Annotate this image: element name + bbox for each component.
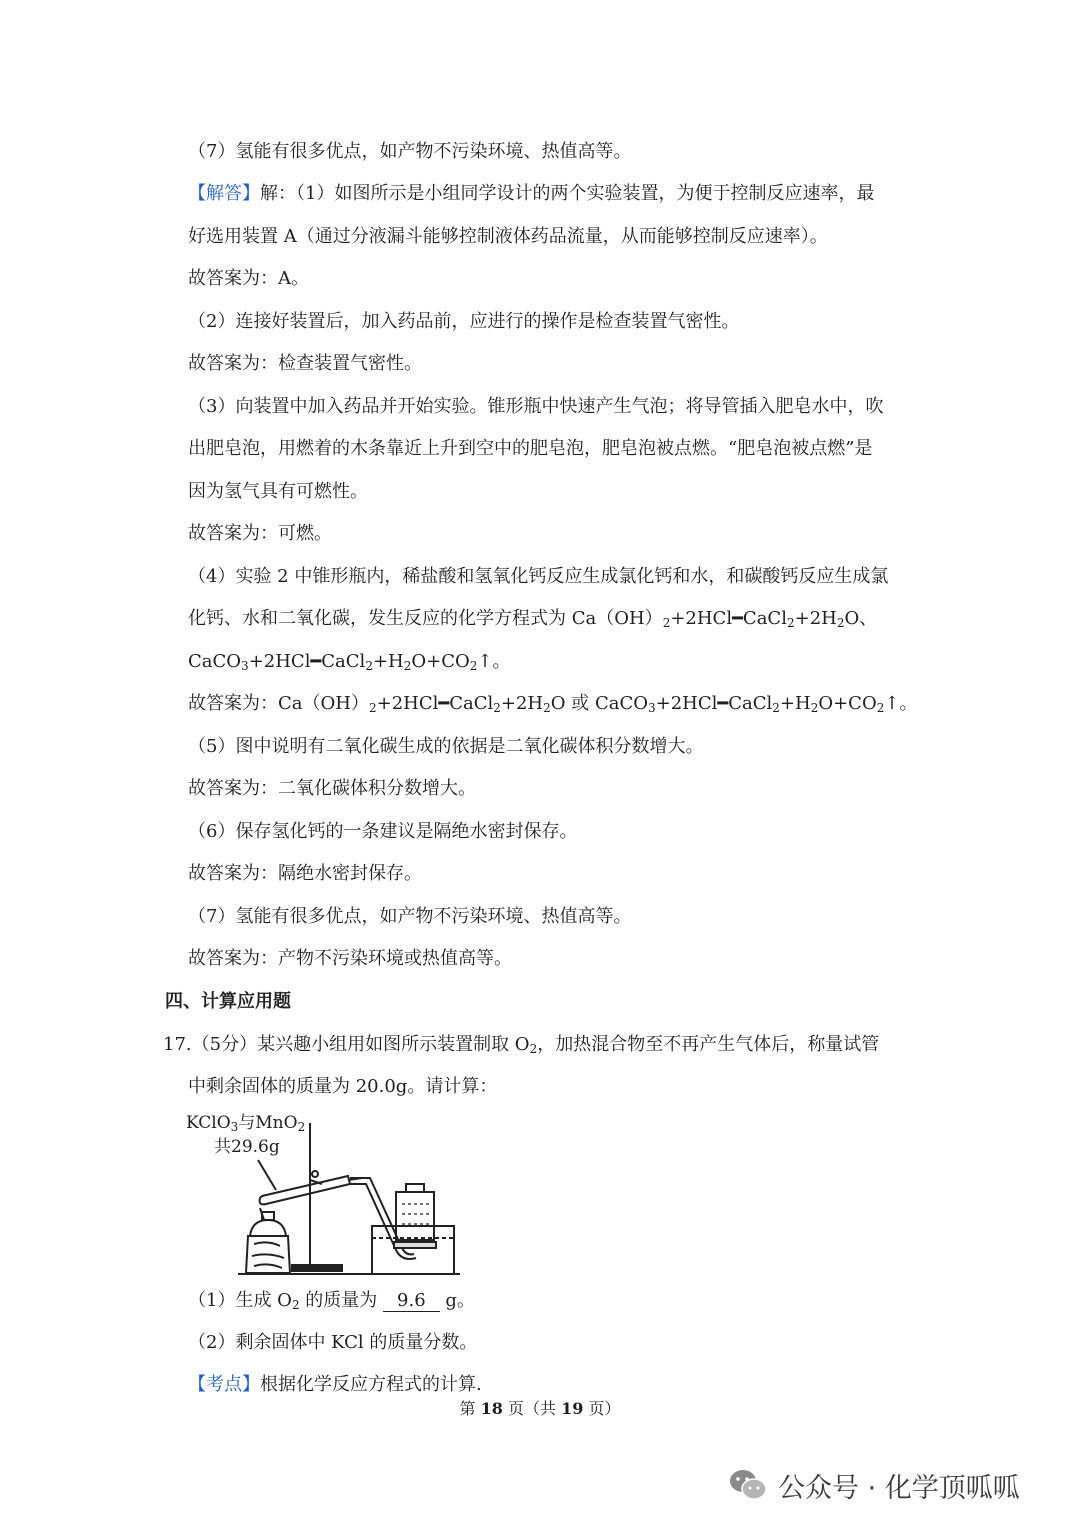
text-segment: 解：（1）如图所示是小组同学设计的两个实验装置，为便于控制反应速率，最 <box>260 183 875 204</box>
subscript: 2 <box>529 1042 538 1056</box>
text-line: 故答案为：可燃。 <box>188 523 332 544</box>
text-segment: +H <box>779 693 811 714</box>
subscript: 2 <box>810 701 819 715</box>
text-segment: g。 <box>445 1290 475 1311</box>
text-line: 故答案为：隔绝水密封保存。 <box>188 863 422 884</box>
equation-line <box>188 650 511 678</box>
text-segment: 化钙、水和二氧化碳，发生反应的化学方程式为 Ca（OH） <box>188 608 663 629</box>
text-segment: O+CO <box>411 651 470 672</box>
text-line: （3）向装置中加入药品并开始实验。锥形瓶中快速产生气泡；将导管插入肥皂水中，吹 <box>188 396 884 417</box>
text-segment: +2HCl━CaCl <box>376 693 494 714</box>
text-segment: O+CO <box>818 693 877 714</box>
answer-blank: 9.6 <box>383 1291 440 1312</box>
text-line: 故答案为：二氧化碳体积分数增大。 <box>188 778 476 799</box>
text-segment: 17.（5分）某兴趣小组用如图所示装置制取 O <box>163 1034 530 1055</box>
knowledge-point-line <box>188 1373 482 1397</box>
text-line: （5）图中说明有二氧化碳生成的依据是二氧化碳体积分数增大。 <box>188 736 704 757</box>
text-line: （6）保存氢化钙的一条建议是隔绝水密封保存。 <box>188 821 578 842</box>
page-number: 18 <box>480 1399 503 1418</box>
subscript: 2 <box>368 701 377 715</box>
subscript: 2 <box>469 659 478 673</box>
text-segment: +2HCl━CaCl <box>655 693 773 714</box>
answer-header-line <box>188 182 874 206</box>
figure-label-mass: 共29.6g <box>214 1137 280 1157</box>
apparatus-drawing <box>180 1108 470 1288</box>
watermark <box>728 1463 1058 1507</box>
apparatus-figure <box>180 1108 470 1288</box>
text-segment: +2H <box>500 693 544 714</box>
subscript: 3 <box>648 701 656 715</box>
text-segment: +2HCl━CaCl <box>248 651 366 672</box>
text-segment: 的质量为 <box>299 1290 378 1311</box>
text-line: 故答案为：产物不污染环境或热值高等。 <box>188 948 512 969</box>
subscript: 2 <box>291 1298 300 1312</box>
text-line: 中剩余固体的质量为 20.0g。请计算： <box>188 1076 498 1097</box>
text-line: （7）氢能有很多优点，如产物不污染环境、热值高等。 <box>188 906 632 927</box>
text-line: 出肥皂泡，用燃着的木条靠近上升到空中的肥皂泡，肥皂泡被点燃。“肥皂泡被点燃”是 <box>188 438 873 459</box>
subscript: 2 <box>786 616 795 630</box>
text-line: （4）实验 2 中锥形瓶内，稀盐酸和氢氧化钙反应生成氯化钙和水，和碳酸钙反应生成氯 <box>188 566 889 587</box>
answer-tag: 【解答】 <box>188 183 260 204</box>
text-segment: （1）生成 O <box>188 1290 292 1311</box>
subscript: 2 <box>662 616 671 630</box>
subscript: 2 <box>365 659 373 673</box>
text-segment: ↑。 <box>884 693 918 714</box>
text-segment: +2H <box>794 608 837 629</box>
text-segment: ↑。 <box>477 651 511 672</box>
knowledge-point-tag: 【考点】 <box>188 1374 260 1395</box>
text-line: （2）连接好装置后，加入药品前，应进行的操作是检查装置气密性。 <box>188 311 740 332</box>
text-segment: O、 <box>844 608 878 629</box>
text-segment: +H <box>372 651 404 672</box>
sub-question-2: （2）剩余固体中 KCl 的质量分数。 <box>188 1332 478 1353</box>
subscript: 2 <box>543 701 551 715</box>
text-segment: 根据化学反应方程式的计算. <box>260 1374 482 1395</box>
page-total: 19 <box>561 1399 584 1418</box>
sub-question-1 <box>188 1289 475 1317</box>
equation-line <box>188 607 877 635</box>
text-segment: ，加热混合物至不再产生气体后，称量试管 <box>537 1034 880 1055</box>
subscript: 2 <box>876 701 885 715</box>
text-segment: O 或 CaCO <box>550 693 648 714</box>
text-segment: 故答案为：Ca（OH） <box>188 693 369 714</box>
subscript: 2 <box>493 701 501 715</box>
figure-label-reagents: KClO$_3$与MnO$_2$ <box>186 1113 306 1134</box>
text-line: 好选用装置 A（通过分液漏斗能够控制液体药品流量，从而能够控制反应速率）。 <box>188 226 828 247</box>
equation-line <box>188 692 917 720</box>
watermark-text: 公众号 · 化学顶呱呱 <box>778 1472 1020 1504</box>
subscript: 2 <box>836 616 845 630</box>
section-heading: 四、计算应用题 <box>165 991 291 1012</box>
text-segment: +2HCl━CaCl <box>670 608 787 629</box>
wechat-icon <box>728 1468 768 1502</box>
subscript: 2 <box>772 701 780 715</box>
page-footer: 第 18 页（共 19 页） <box>459 1399 621 1418</box>
text-line: （7）氢能有很多优点，如产物不污染环境、热值高等。 <box>188 141 632 162</box>
text-line: 故答案为：检查装置气密性。 <box>188 353 422 374</box>
question-17-line <box>163 1033 879 1061</box>
text-line: 故答案为：A。 <box>188 268 309 289</box>
subscript: 3 <box>241 659 249 673</box>
subscript: 2 <box>403 659 412 673</box>
text-line: 因为氢气具有可燃性。 <box>188 481 368 502</box>
text-segment: CaCO <box>188 651 242 672</box>
